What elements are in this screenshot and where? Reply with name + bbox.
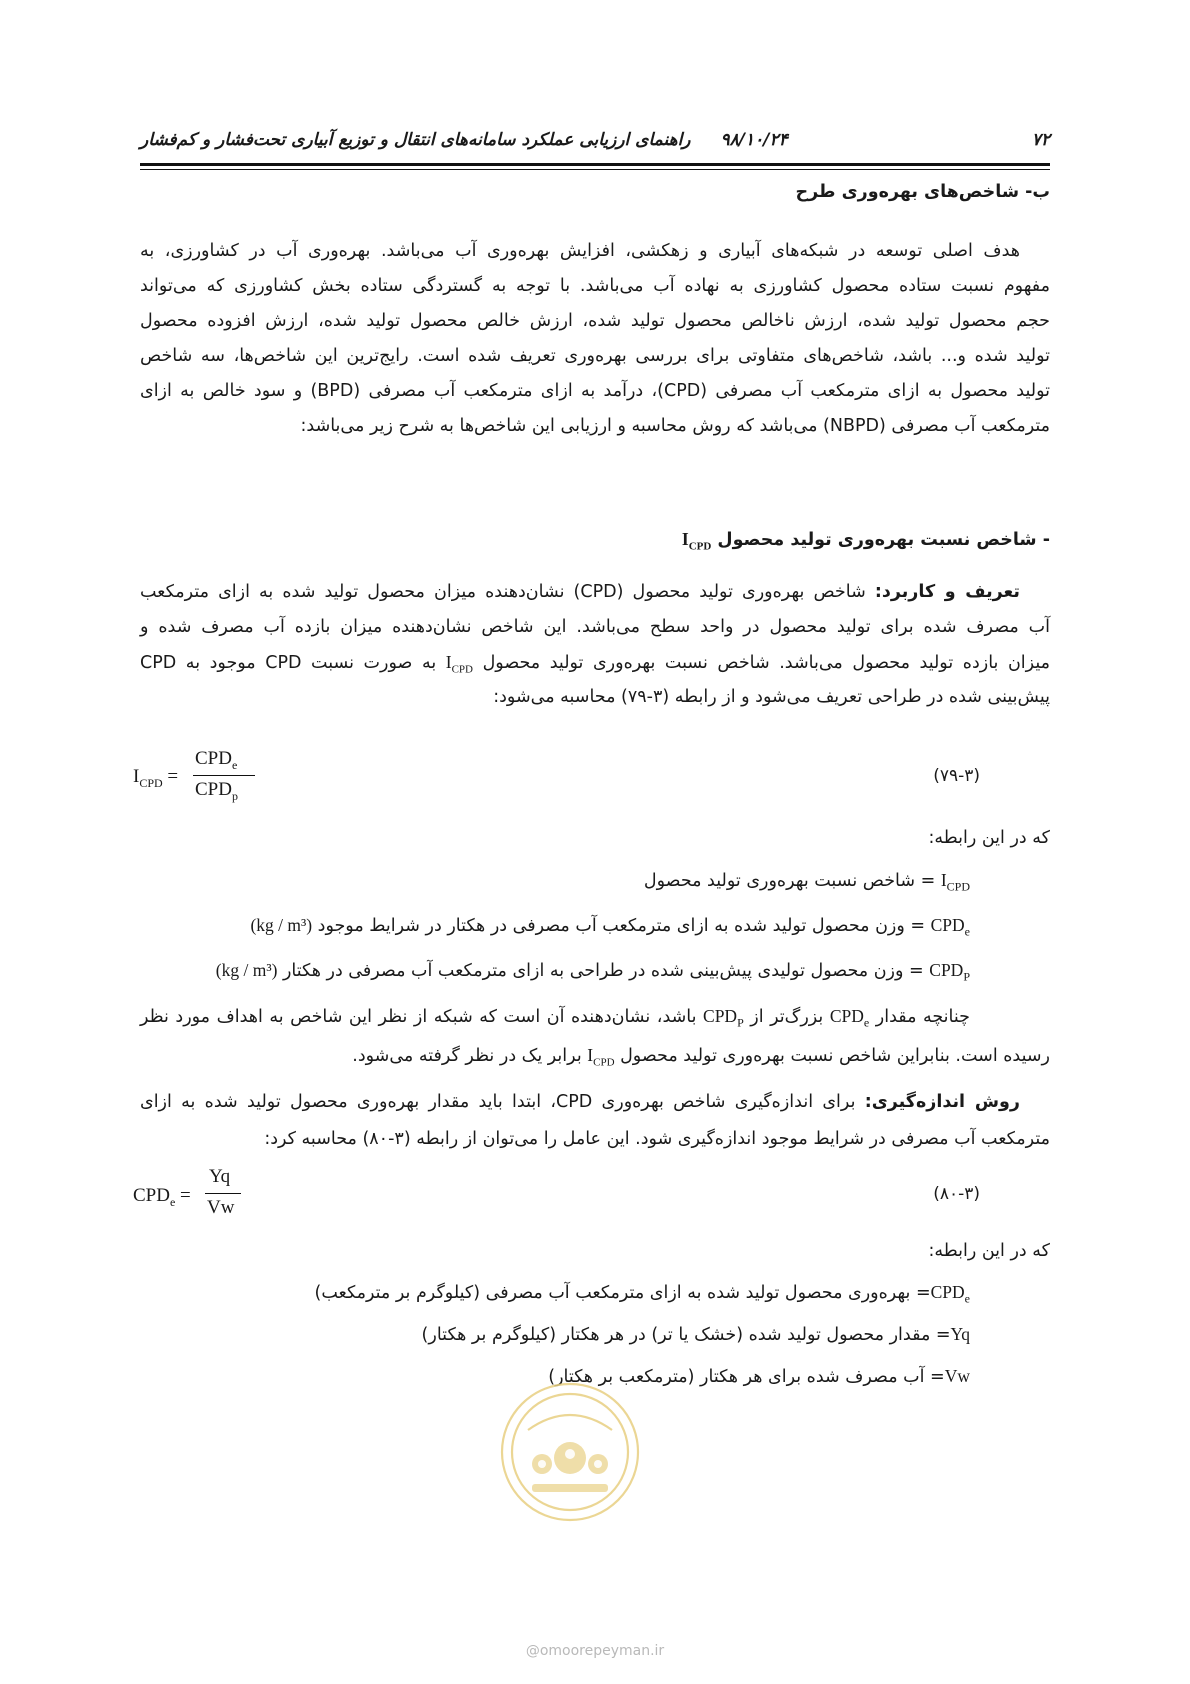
eq80-denominator: Vw <box>207 1197 235 1218</box>
definition-label: تعریف و کاربرد: <box>874 582 1020 602</box>
running-header <box>140 128 1050 158</box>
subsection-prefix: - شاخص نسبت بهره‌وری تولید محصول <box>717 530 1050 550</box>
variable-symbol: $CPD_e$ <box>930 1282 970 1306</box>
variable-symbol: $CPD_e$ <box>930 915 970 939</box>
definition-line: پیش‌بینی شده در طراحی تعریف می‌شود و از رابطه (۳-۷۹) محاسبه می‌شود: <box>493 687 1050 707</box>
definition-line: آب مصرف شده برای تولید محصول در واحد سطح می‌باشد. این شاخص نشان‌دهنده میزان بازده آب مصرف شده و <box>140 617 1050 637</box>
variable-list-1 <box>140 866 1050 986</box>
definition-line: تعریف و کاربرد: شاخص بهره‌وری تولید محصول (CPD) نشان‌دهنده میزان محصول تولید شده به ازای مترمکعب <box>140 582 1020 602</box>
eq79-numerator: $CPD_e$ <box>195 748 238 772</box>
variable-definition: $I_{CPD}$ = شاخص نسبت بهره‌وری تولید محصول <box>643 870 970 894</box>
equation-79 <box>133 748 273 812</box>
where-text: که در این رابطه: <box>928 828 1050 848</box>
variable-definition: Vw= آب مصرف شده برای هر هکتار (مترمکعب بر هکتار) <box>548 1366 970 1387</box>
variable-definition: $CPD_P$ = وزن محصول تولیدی پیش‌بینی شده در طراحی به ازای مترمکعب آب مصرفی در هکتار (kg / m³) <box>215 960 970 984</box>
where-text: که در این رابطه: <box>928 1241 1050 1261</box>
subsection-symbol: $I_{CPD}$ <box>681 529 712 553</box>
section-heading <box>140 178 1050 208</box>
intro-line: تولید محصول به ازای مترمکعب آب مصرفی (CPD)، درآمد به ازای مترمکعب آب مصرفی (BPD) و سود خالص به ازای <box>140 381 1051 401</box>
variable-symbol: $CPD_P$ <box>929 960 970 984</box>
header-date: ۹۸/۱۰/۲۴ <box>720 130 788 150</box>
intro-line: حجم محصول تولید شده، ارزش ناخالص محصول تولید شده، ارزش خالص محصول تولید شده، ارزش افزوده محصول <box>140 311 1050 331</box>
condition-line: رسیده است. بنابراین شاخص نسبت بهره‌وری تولید محصول $I_{CPD}$ برابر یک در نظر گرفته می‌شود. <box>352 1045 1050 1069</box>
where-clause-2 <box>140 1237 1050 1267</box>
intro-line: تولید شده و... باشد، شاخص‌های متفاوتی برای بررسی بهره‌وری تعریف شده است. رایج‌ترین این شاخص‌ها، سه شاخص <box>140 346 1050 366</box>
seal-watermark-icon <box>498 1380 643 1525</box>
header-rule-thick <box>140 163 1050 166</box>
intro-line: مترمکعب آب مصرفی (NBPD) می‌باشد که روش محاسبه و ارزیابی این شاخص‌ها به شرح زیر می‌باشد: <box>300 416 1050 436</box>
definition-line: میزان بازده تولید محصول می‌باشد. شاخص نسبت بهره‌وری تولید محصول $I_{CPD}$ به صورت نسبت CPD موجود به CPD <box>140 652 1050 676</box>
eq79-number: (۷۹-۳) <box>933 766 980 786</box>
eq80-lhs: $CPD_e$ = <box>133 1185 191 1209</box>
page-number: ۷۲ <box>1031 130 1050 150</box>
variable-definition: $CPD_e$ = وزن محصول تولید شده به ازای مترمکعب آب مصرفی در هکتار در شرایط موجود (kg / m³) <box>250 915 970 939</box>
measurement-label: روش اندازه‌گیری: <box>864 1092 1020 1112</box>
header-rule-thin <box>140 169 1050 170</box>
variable-symbol: Yq <box>950 1324 970 1344</box>
watermark-url: @omoorepeyman.ir <box>525 1643 665 1659</box>
intro-line: هدف اصلی توسعه در شبکه‌های آبیاری و زهکشی، افزایش بهره‌وری آب می‌باشد. بهره‌وری آب در کشاورزی، به <box>140 241 1020 261</box>
eq80-numerator: Yq <box>209 1166 231 1187</box>
subsection-heading <box>140 525 1050 555</box>
measurement-paragraph <box>140 1088 1050 1158</box>
equation-80 <box>133 1166 273 1230</box>
intro-line: مفهوم نسبت ستاده محصول کشاورزی به نهاده آب می‌باشد. با توجه به گستردگی ستاده بخش کشاورزی که می‌تواند <box>140 276 1050 296</box>
cpdp-symbol: $CPD_P$ <box>703 1006 744 1030</box>
header-title-text: راهنمای ارزیابی عملکرد سامانه‌های انتقال و توزیع آبیاری تحت‌فشار و کم‌فشار <box>140 130 691 150</box>
condition-line: چنانچه مقدار $CPD_e$ بزرگ‌تر از $CPD_P$ باشد، نشان‌دهنده آن است که شبکه از نظر این شاخص به اهداف مورد نظر <box>140 1006 970 1030</box>
cpde-symbol: $CPD_e$ <box>829 1006 870 1030</box>
eq79-fraction-bar <box>193 775 255 776</box>
icpd-symbol: $I_{CPD}$ <box>445 652 473 676</box>
condition-paragraph <box>140 1002 1050 1072</box>
eq79-denominator: $CPD_p$ <box>195 779 238 803</box>
measurement-line: روش اندازه‌گیری: برای اندازه‌گیری شاخص بهره‌وری CPD، ابتدا باید مقدار بهره‌وری محصول تولید شده به ازای <box>140 1092 1020 1112</box>
eq80-number: (۸۰-۳) <box>933 1184 980 1204</box>
intro-paragraph <box>140 237 1051 436</box>
icpd-symbol: $I_{CPD}$ <box>587 1045 615 1069</box>
measurement-line: مترمکعب آب مصرفی در شرایط موجود اندازه‌گیری شود. این عامل را می‌توان از رابطه (۳-۸۰) محاسبه کرد: <box>264 1129 1050 1149</box>
variable-definition: $CPD_e=$ بهره‌وری محصول تولید شده به ازای مترمکعب آب مصرفی (کیلوگرم بر مترمکعب) <box>314 1282 970 1306</box>
definition-paragraph <box>140 578 1050 728</box>
variable-unit: (kg / m³) <box>250 915 313 935</box>
eq80-fraction-bar <box>205 1193 241 1194</box>
variable-definition: Yq= مقدار محصول تولید شده (خشک یا تر) در هر هکتار (کیلوگرم بر هکتار) <box>421 1324 970 1345</box>
header-title <box>140 130 788 150</box>
where-clause <box>140 824 1050 854</box>
section-title: ب- شاخص‌های بهره‌وری طرح <box>795 182 1050 202</box>
variable-symbol: $I_{CPD}$ <box>940 870 970 894</box>
variable-unit: (kg / m³) <box>215 960 278 980</box>
eq79-lhs: $I_{CPD}$ = <box>133 766 179 790</box>
variable-list-2 <box>140 1278 1050 1387</box>
subsection-title <box>682 525 1050 561</box>
variable-symbol: Vw <box>944 1366 970 1386</box>
